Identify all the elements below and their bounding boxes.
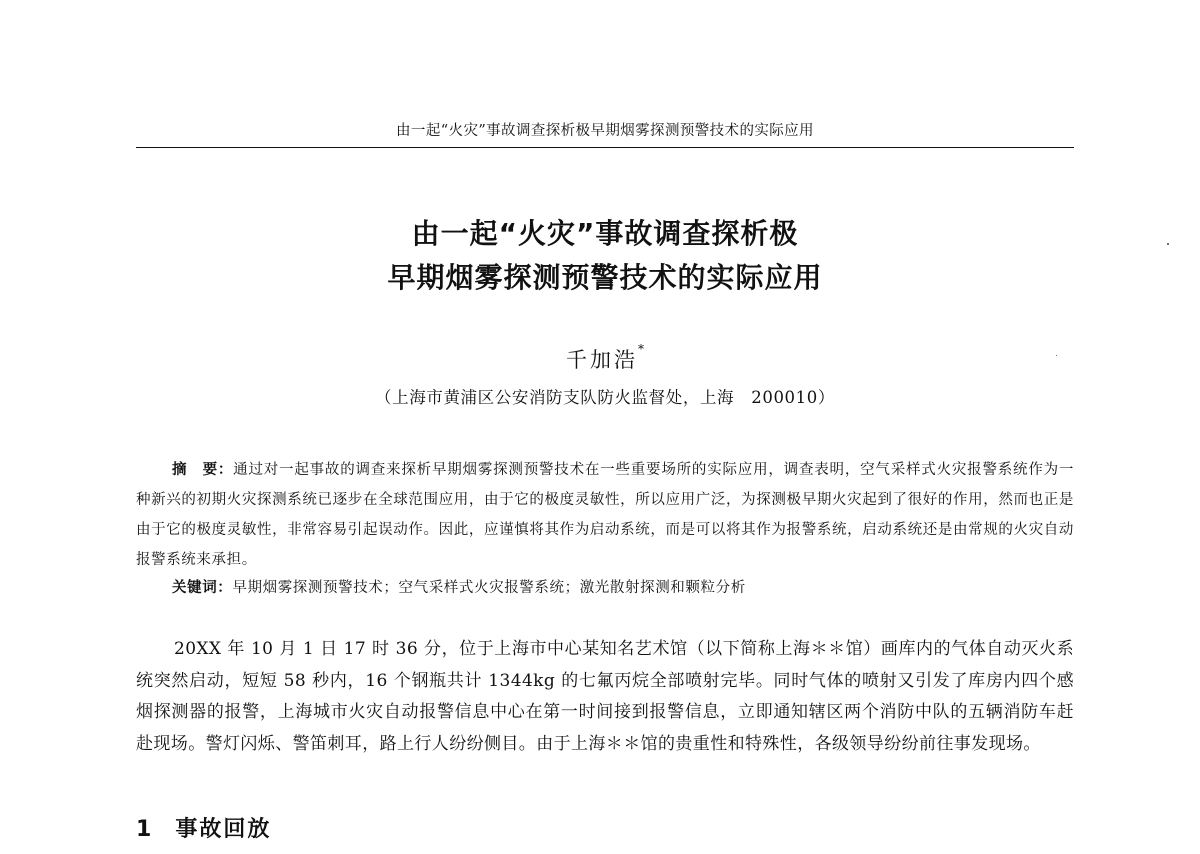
author [136,344,1074,374]
keywords-text: 早期烟雾探测预警技术；空气采样式火灾报警系统；激光散射探测和颗粒分析 [232,580,746,596]
keywords [136,573,1074,603]
abstract-text: 通过对一起事故的调查来探析早期烟雾探测预警技术在一些重要场所的实际应用，调查表明，空气采样式火灾报警系统作为一种新兴的初期火灾探测系统已逐步在全球范围应用，由于它的极度灵敏性，所以应用广泛，为探测极早期火灾起到了很好的作用，然而也正是由于它的极度灵敏性，非常容易引起误动作。因此，应谨慎将其作为启动系统，而是可以将其作为报警系统，启动系统还是由常规的火灾自动报警系统来承担。 [136,462,1074,568]
section-heading [136,812,271,843]
affiliation: （上海市黄浦区公安消防支队防火监督处，上海 200010） [375,388,835,407]
scan-speck [1167,243,1169,245]
header-rule [136,147,1074,148]
scan-speck [1056,355,1057,356]
author-name: 千加浩 [566,348,638,372]
section-number: 1 [136,817,154,842]
keywords-label: 关键词： [172,580,233,596]
paper-title [136,212,1074,300]
body-paragraph: 20XX 年 10 月 1 日 17 时 36 分，位于上海市中心某知名艺术馆（以下简称上海＊＊馆）画库内的气体自动灭火系统突然启动，短短 58 秒内，16 个钢瓶共计 1344kg 的七氟丙烷全部喷射完毕。同时气体的喷射又引发了库房内四个感烟探测器的报警，上海城市火灾自动报警信息中心在第一时间接到报警信息，立即通知辖区两个消防中队的五辆消防车赶赴现场。警灯闪烁、警笛刺耳，路上行人纷纷侧目。由于上海＊＊馆的贵重性和特殊性，各级领导纷纷前往事发现场。 [136,639,1074,754]
title-line-1: 由一起“火灾”事故调查探析极 [411,217,799,250]
title-line-2: 早期烟雾探测预警技术的实际应用 [387,261,823,294]
author-footnote-mark: * [638,342,644,356]
abstract-label: 摘 要： [172,462,234,478]
abstract [136,455,1074,575]
running-header: 由一起“火灾”事故调查探析极早期烟雾探测预警技术的实际应用 [396,123,814,139]
section-title: 事故回放 [175,817,272,842]
